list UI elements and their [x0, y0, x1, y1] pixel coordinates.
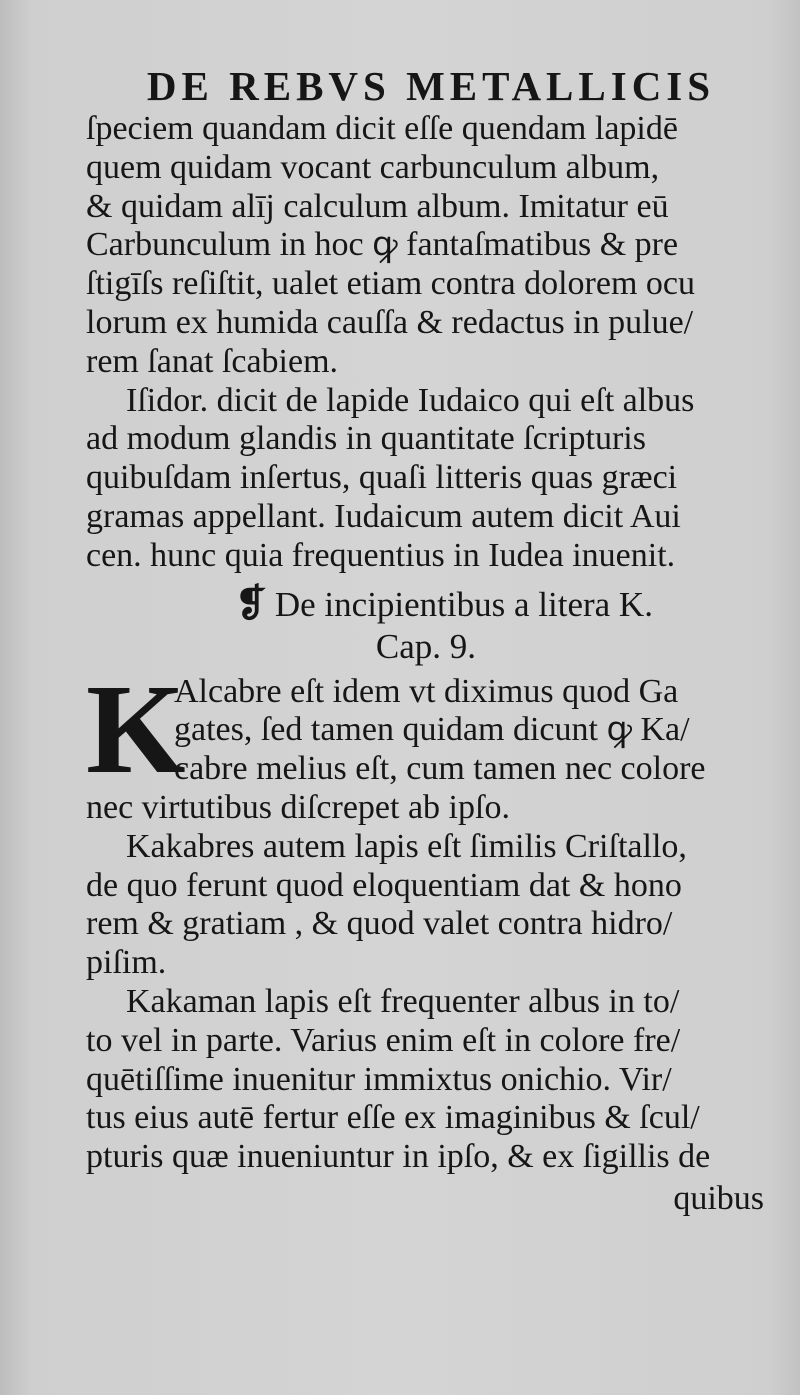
text-line: Alcabre eſt idem vt diximus quod Ga — [174, 672, 679, 710]
paragraph-speciem — [86, 110, 766, 382]
text-line: piſim. — [86, 944, 167, 982]
pilcrow-icon: ❡ — [235, 582, 267, 625]
text-block — [86, 62, 766, 1219]
text-line: ſpeciem quandam dicit eſſe quendam lapidē — [86, 110, 678, 147]
text-line: gates, ſed tamen quidam dicunt ꝙ Ka/ — [174, 711, 690, 749]
text-line: lorum ex humida cauſſa & redactus in pulue/ — [86, 303, 694, 341]
running-head: DE REBVS METALLICIS — [146, 63, 716, 109]
text-line: to vel in parte. Varius enim eſt in colore fre/ — [86, 1021, 681, 1059]
text-line: ad modum glandis in quantitate ſcripturis — [86, 420, 646, 458]
drop-cap-initial: K — [86, 657, 186, 800]
text-line: quem quidam vocant carbunculum album, — [86, 148, 660, 186]
paragraph-isidor — [86, 382, 766, 576]
text-line: rem ſanat ſcabiem. — [86, 342, 339, 380]
catchword: quibus — [673, 1179, 764, 1217]
text-line: Carbunculum in hoc ꝙ fantaſmatibus & pre — [86, 226, 679, 264]
paragraph-kakabres — [86, 828, 766, 983]
text-line: gramas appellant. Iudaicum autem dicit Aui — [86, 497, 681, 535]
text-line: tus eius autē fertur eſſe ex imaginibus & ſcul/ — [86, 1099, 700, 1137]
text-line: Kakabres autem lapis eſt ſimilis Criſtallo, — [126, 827, 687, 865]
text-line: rem & gratiam , & quod valet contra hidro/ — [86, 905, 673, 943]
text-line: Iſidor. dicit de lapide Iudaico qui eſt albus — [126, 381, 695, 419]
text-line: ſtigīſs reſiſtit, ualet etiam contra dolorem ocu — [86, 265, 695, 303]
text-line: cabre melius eſt, cum tamen nec colore — [174, 750, 706, 788]
text-line: cen. hunc quia frequentius in Iudea inuenit. — [86, 536, 676, 574]
paragraph-kalcabre — [86, 657, 766, 828]
text-line: nec virtutibus diſcrepet ab ipſo. — [86, 788, 510, 826]
text-line: quētiſſime inuenitur immixtus onichio. Vir/ — [86, 1060, 672, 1098]
section-heading — [122, 582, 766, 627]
paragraph-kakaman — [86, 983, 766, 1177]
text-line: & quidam alīj calculum album. Imitatur eū — [86, 187, 669, 225]
text-line: de quo ferunt quod eloquentiam dat & hono — [86, 866, 682, 904]
text-line: pturis quæ inueniuntur in ipſo, & ex ſigillis de — [86, 1138, 711, 1176]
chapter-number: Cap. 9. — [375, 626, 477, 666]
text-line: quibuſdam inſertus, quaſi litteris quas græci — [86, 459, 678, 497]
section-heading-text: De incipientibus a litera K. — [274, 584, 653, 624]
text-line: Kakaman lapis eſt frequenter albus in to/ — [126, 982, 680, 1020]
